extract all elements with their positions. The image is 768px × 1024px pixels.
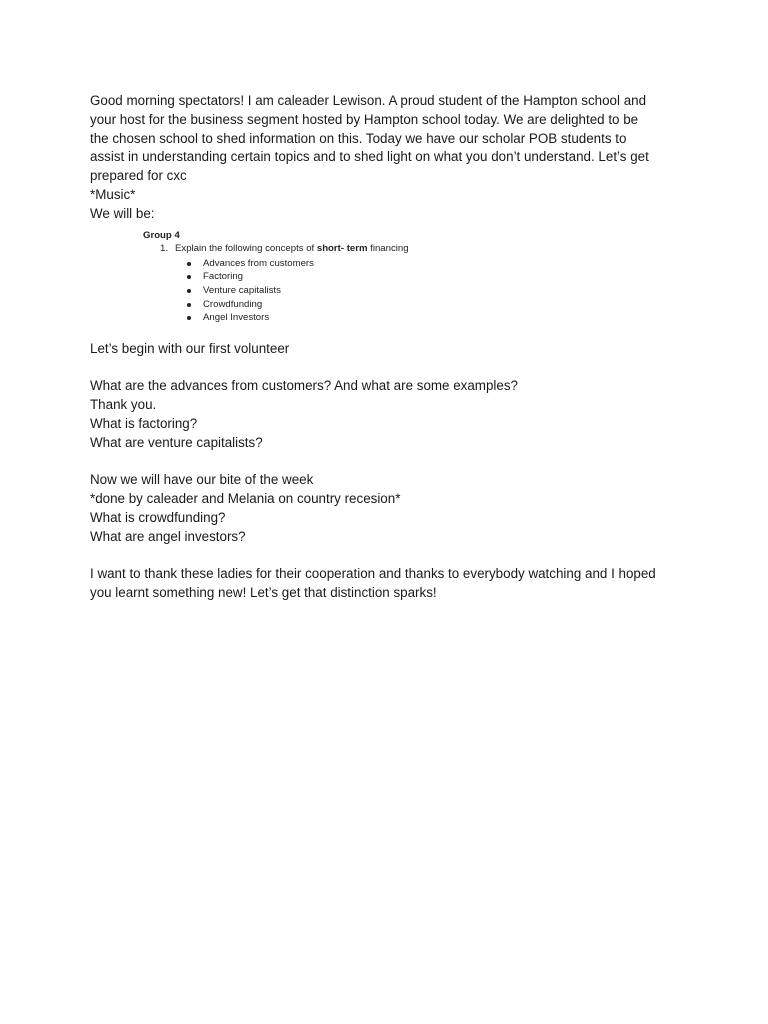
concept-bullet-list: [187, 257, 314, 326]
numbered-item: [160, 243, 409, 255]
bullet-item: Advances from customers: [187, 257, 314, 271]
paragraph-gap: [90, 546, 690, 565]
item-text-bold: short- term: [316, 243, 368, 255]
bullet-item: Venture capitalists: [187, 284, 314, 298]
intro-line: your host for the business segment hosted by Hampton school today. We are delighted to be: [90, 111, 639, 127]
question-line: Thank you.: [90, 396, 157, 412]
embedded-assignment-excerpt: [143, 230, 690, 330]
question-line: What are venture capitalists?: [90, 434, 263, 450]
intro-line: assist in understanding certain topics and to shed light on what you don’t understand. Let’s get: [90, 149, 649, 165]
segment-line: *done by caleader and Melania on country recesion*: [90, 490, 401, 506]
question-line: What is crowdfunding?: [90, 509, 226, 525]
intro-line: prepared for cxc: [90, 168, 187, 184]
we-will-be-line: We will be:: [90, 205, 155, 221]
question-line: What are the advances from customers? And what are some examples?: [90, 378, 518, 394]
begin-line: Let’s begin with our first volunteer: [90, 340, 290, 356]
group-title: Group 4: [143, 229, 180, 241]
bullet-item: Angel Investors: [187, 311, 314, 325]
music-cue: *Music*: [90, 186, 136, 202]
intro-line: Good morning spectators! I am caleader Lewison. A proud student of the Hampton school and: [90, 93, 647, 108]
document-body: [90, 92, 690, 603]
intro-line: the chosen school to shed information on this. Today we have our scholar POB students to: [90, 130, 627, 146]
segment-line: Now we will have our bite of the week: [90, 472, 314, 488]
bullet-item: Factoring: [187, 270, 314, 284]
item-text-before: Explain the following concepts of: [175, 243, 317, 255]
closing-line: I want to thank these ladies for their cooperation and thanks to everybody watching and I hoped: [90, 566, 656, 582]
item-number: 1.: [160, 243, 169, 255]
item-text-after: financing: [367, 243, 409, 255]
paragraph-gap: [90, 452, 690, 471]
paragraph-gap: [90, 358, 690, 377]
question-line: What are angel investors?: [90, 528, 246, 544]
bullet-item: Crowdfunding: [187, 298, 314, 312]
question-line: What is factoring?: [90, 415, 198, 431]
closing-line: you learnt something new! Let’s get that distinction sparks!: [90, 584, 437, 600]
